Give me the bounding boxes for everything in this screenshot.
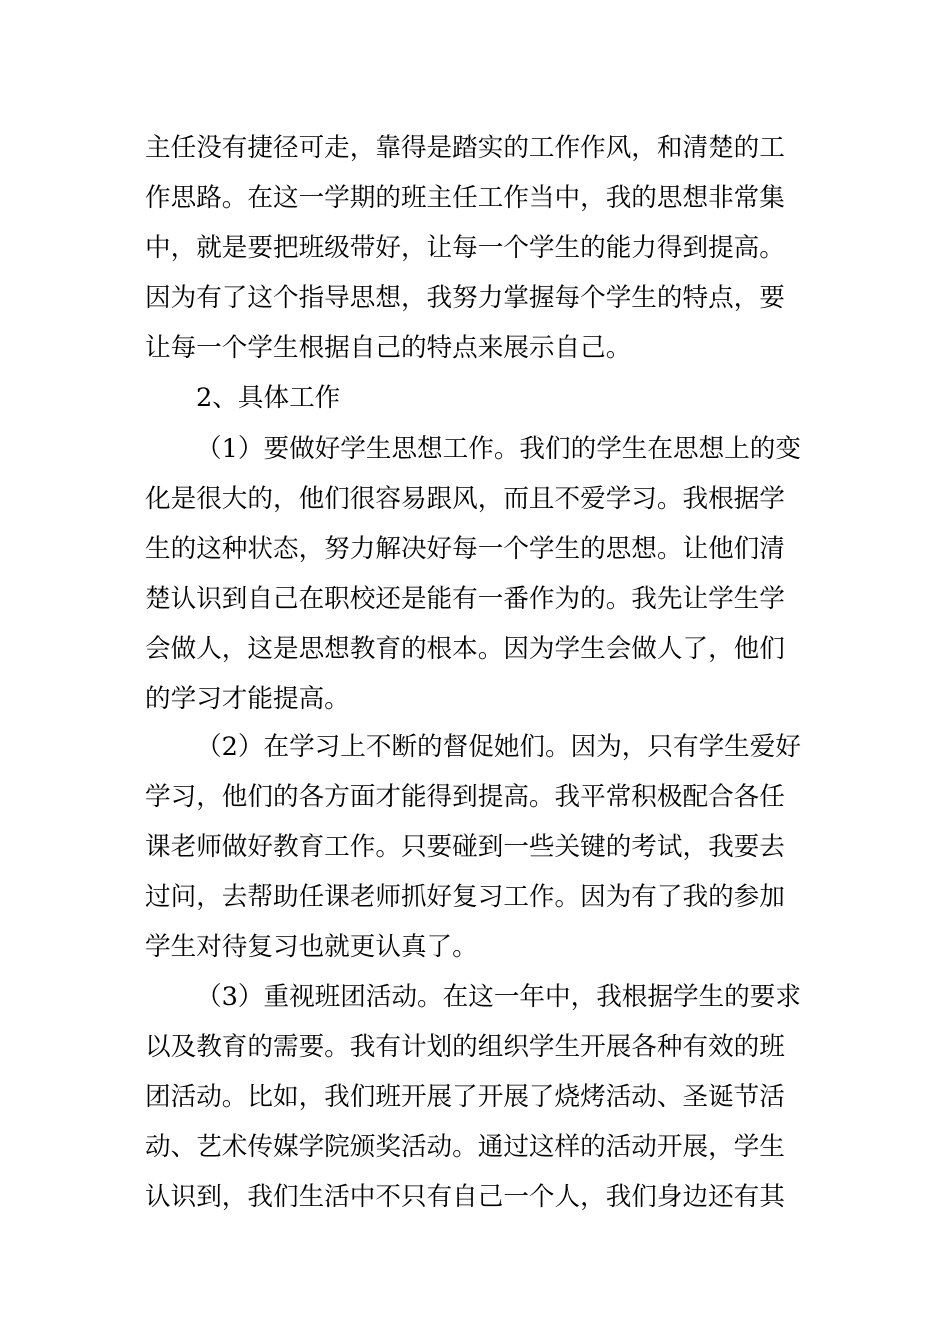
text-line: 让每一个学生根据自己的特点来展示自己。 [145, 333, 632, 363]
text-line: 学生对待复习也就更认真了。 [145, 932, 478, 962]
text-line: 化是很大的，他们很容易跟风，而且不爱学习。我根据学 [145, 484, 785, 514]
text-line: 中，就是要把班级带好，让每一个学生的能力得到提高。 [145, 233, 785, 263]
text-line: （3）重视班团活动。在这一年中，我根据学生的要求 [196, 982, 801, 1012]
text-line: 生的这种状态，努力解决好每一个学生的思想。让他们清 [145, 534, 785, 564]
section-heading: 2、具体工作 [196, 383, 341, 413]
text-line: 因为有了这个指导思想，我努力掌握每个学生的特点，要 [145, 283, 785, 313]
text-line: 课老师做好教育工作。只要碰到一些关键的考试，我要去 [145, 832, 785, 862]
text-line: 过问，去帮助任课老师抓好复习工作。因为有了我的参加 [145, 882, 785, 912]
text-line: 团活动。比如，我们班开展了开展了烧烤活动、圣诞节活 [145, 1082, 785, 1112]
text-line: （2）在学习上不断的督促她们。因为，只有学生爱好 [196, 732, 801, 762]
text-line: 的学习才能提高。 [145, 684, 350, 714]
text-line: 楚认识到自己在职校还是能有一番作为的。我先让学生学 [145, 584, 785, 614]
text-line: 会做人，这是思想教育的根本。因为学生会做人了，他们 [145, 634, 785, 664]
text-line: 认识到，我们生活中不只有自己一个人，我们身边还有其 [145, 1182, 785, 1212]
text-line: 动、艺术传媒学院颁奖活动。通过这样的活动开展，学生 [145, 1132, 785, 1162]
text-line: 作思路。在这一学期的班主任工作当中，我的思想非常集 [145, 183, 785, 213]
text-line: 主任没有捷径可走，靠得是踏实的工作作风，和清楚的工 [145, 133, 785, 163]
text-line: （1）要做好学生思想工作。我们的学生在思想上的变 [196, 434, 801, 464]
text-line: 以及教育的需要。我有计划的组织学生开展各种有效的班 [145, 1032, 785, 1062]
text-line: 学习，他们的各方面才能得到提高。我平常积极配合各任 [145, 782, 785, 812]
